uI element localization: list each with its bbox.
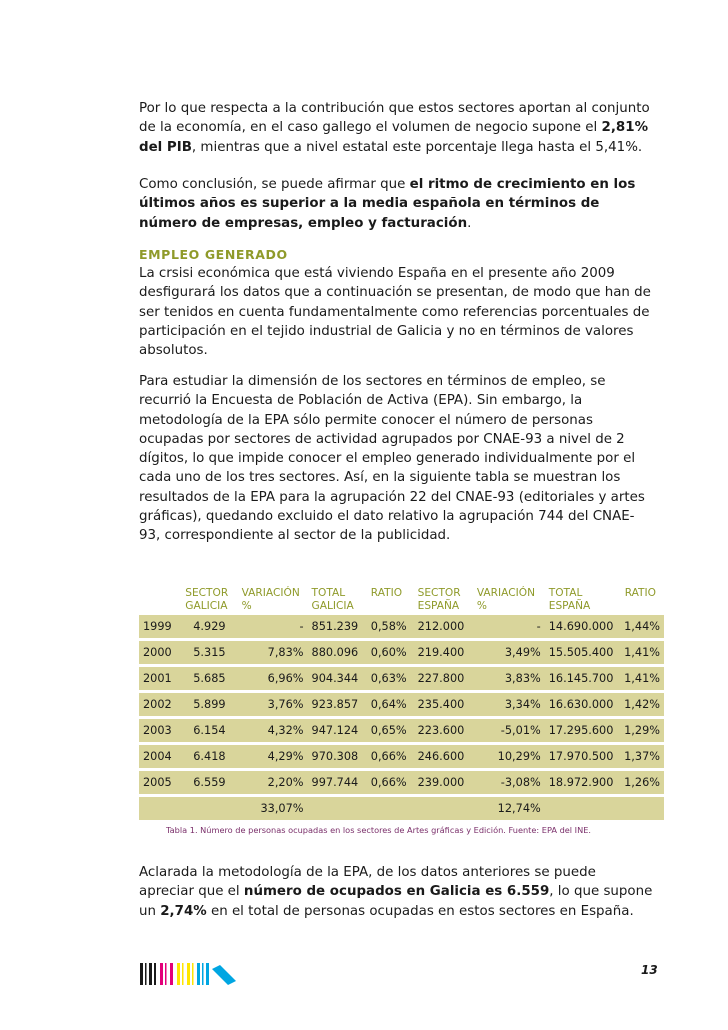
cell-year (139, 796, 181, 822)
cell-sector-galicia: 5.685 (181, 666, 237, 692)
cell-total-espana: 14.690.000 (545, 615, 620, 640)
cell-year: 1999 (139, 615, 181, 640)
cell-ratio-espana: 1,29% (620, 718, 664, 744)
logo-slant (212, 965, 236, 985)
cell-ratio-galicia: 0,64% (367, 692, 414, 718)
table-row (139, 796, 664, 822)
highlight-ocupados: número de ocupados en Galicia es 6.559 (243, 884, 550, 900)
logo-bar (202, 963, 204, 985)
header-total-espana (545, 587, 620, 615)
header-total-galicia (308, 587, 367, 615)
cell-total-espana: 15.505.400 (545, 640, 620, 666)
cell-total-galicia: 997.744 (308, 770, 367, 796)
cell-year: 2000 (139, 640, 181, 666)
table-row (139, 770, 664, 796)
header-year (139, 587, 181, 615)
cell-total-espana: 17.295.600 (545, 718, 620, 744)
logo-bar (206, 963, 209, 985)
cell-sector-galicia (181, 796, 237, 822)
cell-sector-espana: 235.400 (414, 692, 473, 718)
header-variacion-galicia (238, 587, 308, 615)
cell-sector-galicia: 6.559 (181, 770, 237, 796)
section-heading-empleo: EMPLEO GENERADO (139, 247, 288, 262)
cell-variacion-galicia: 6,96% (238, 666, 308, 692)
cell-sector-espana: 227.800 (414, 666, 473, 692)
header-variacion-espana (473, 587, 545, 615)
header-text: SECTOR ESPAÑA (417, 587, 461, 612)
cell-variacion-espana: -3,08% (473, 770, 545, 796)
employment-table (139, 587, 664, 823)
cell-variacion-galicia: 3,76% (238, 692, 308, 718)
cell-total-galicia: 970.308 (308, 744, 367, 770)
logo-bar (177, 963, 180, 985)
page-number: 13 (641, 963, 658, 977)
highlight-porcentaje: 2,74% (160, 903, 207, 919)
cell-ratio-espana: 1,44% (620, 615, 664, 640)
paragraph-contribucion: Por lo que respecta a la contribución que estos sectores aportan al conjunto de la economía, en el caso gallego el volumen de negocio supone el 2,81% del PIB, mientras que a nivel estatal este porcentaje llega hasta el 5,41%. (139, 101, 650, 155)
cell-ratio-galicia: 0,63% (367, 666, 414, 692)
cell-total-galicia: 923.857 (308, 692, 367, 718)
color-bars-logo-icon (140, 963, 260, 987)
table-header-row (139, 587, 664, 615)
cell-variacion-espana: 3,34% (473, 692, 545, 718)
cell-year: 2005 (139, 770, 181, 796)
table-row (139, 692, 664, 718)
cell-ratio-espana: 1,26% (620, 770, 664, 796)
header-text: VARIACIÓN % (476, 587, 536, 612)
cell-sector-espana: 246.600 (414, 744, 473, 770)
cell-variacion-espana: -5,01% (473, 718, 545, 744)
cell-year: 2004 (139, 744, 181, 770)
cell-ratio-espana (620, 796, 664, 822)
logo-bar (154, 963, 156, 985)
highlight-crecimiento: el ritmo de crecimiento en los últimos años es superior a la media española en términos de número de empresas, empleo y facturación (139, 177, 636, 231)
cell-variacion-galicia: 2,20% (238, 770, 308, 796)
table-caption: Tabla 1. Número de personas ocupadas en los sectores de Artes gráficas y Edición. Fuente: EPA del INE. (166, 825, 591, 835)
cell-sector-espana: 223.600 (414, 718, 473, 744)
logo-bar (197, 963, 200, 985)
logo-bar (187, 963, 190, 985)
logo-bar (182, 963, 184, 985)
cell-total-espana (545, 796, 620, 822)
header-text: VARIACIÓN % (241, 587, 300, 612)
cell-variacion-espana: - (473, 615, 545, 640)
cell-total-espana: 18.972.900 (545, 770, 620, 796)
cell-year: 2003 (139, 718, 181, 744)
cell-total-galicia: 851.239 (308, 615, 367, 640)
logo-bar (149, 963, 152, 985)
header-text: TOTAL ESPAÑA (548, 587, 591, 612)
cell-variacion-espana: 12,74% (473, 796, 545, 822)
cell-ratio-espana: 1,41% (620, 666, 664, 692)
logo-bar (170, 963, 173, 985)
cell-variacion-galicia: 33,07% (238, 796, 308, 822)
cell-year: 2001 (139, 666, 181, 692)
cell-variacion-espana: 3,49% (473, 640, 545, 666)
cell-variacion-espana: 3,83% (473, 666, 545, 692)
cell-ratio-galicia: 0,66% (367, 770, 414, 796)
table-row (139, 666, 664, 692)
cell-year: 2002 (139, 692, 181, 718)
header-sector-galicia (181, 587, 237, 615)
cell-sector-espana (414, 796, 473, 822)
paragraph-aclarada: Aclarada la metodología de la EPA, de los datos anteriores se puede apreciar que el número de ocupados en Galicia es 6.559, lo que supone un 2,74% en el total de personas ocupadas en estos sectores en España. (139, 865, 653, 919)
logo-bar (140, 963, 143, 985)
table-row (139, 744, 664, 770)
cell-total-galicia: 880.096 (308, 640, 367, 666)
cell-total-galicia: 947.124 (308, 718, 367, 744)
cell-total-galicia: 904.344 (308, 666, 367, 692)
cell-variacion-galicia: 4,32% (238, 718, 308, 744)
cell-variacion-espana: 10,29% (473, 744, 545, 770)
paragraph-crisis: La crsisi económica que está viviendo España en el presente año 2009 desfigurará los datos que a continuación se presentan, de modo que han de ser tenidos en cuenta fundamentalmente como referencias porcentuales de participación en el tejido industrial de Galicia y no en términos de valores absolutos. (139, 266, 651, 359)
cell-ratio-espana: 1,42% (620, 692, 664, 718)
paragraph-metodologia: Para estudiar la dimensión de los sectores en términos de empleo, se recurrió la Encuesta de Población de Activa (EPA). Sin embargo, la metodología de la EPA sólo permite conocer el número de personas ocupadas por sectores de actividad agrupados por CNAE-93 a nivel de 2 dígitos, lo que impide conocer el empleo generado individualmente por el cada uno de los tres sectores. Así, en la siguiente tabla se muestran los resultados de la EPA para la agrupación 22 del CNAE-93 (editoriales y artes gráficas), quedando excluido el dato relativo la agrupación 744 del CNAE-93, correspondiente al sector de la publicidad. (139, 374, 645, 544)
epa-table (139, 587, 664, 823)
table-row (139, 640, 664, 666)
cell-total-espana: 16.630.000 (545, 692, 620, 718)
cell-ratio-galicia: 0,66% (367, 744, 414, 770)
logo-bar (165, 963, 167, 985)
cell-sector-galicia: 4.929 (181, 615, 237, 640)
highlight-pib: 2,81% del PIB (139, 120, 648, 155)
logo-bar (160, 963, 163, 985)
cell-variacion-galicia: 7,83% (238, 640, 308, 666)
header-text: TOTAL GALICIA (311, 587, 354, 612)
cell-sector-galicia: 6.154 (181, 718, 237, 744)
header-ratio-galicia: RATIO (367, 587, 414, 615)
cell-ratio-espana: 1,41% (620, 640, 664, 666)
cell-sector-espana: 239.000 (414, 770, 473, 796)
cell-ratio-espana: 1,37% (620, 744, 664, 770)
header-ratio-espana: RATIO (620, 587, 664, 615)
cell-sector-galicia: 5.315 (181, 640, 237, 666)
logo-bar (192, 963, 194, 985)
cell-variacion-galicia: 4,29% (238, 744, 308, 770)
cell-sector-galicia: 6.418 (181, 744, 237, 770)
cell-ratio-galicia: 0,60% (367, 640, 414, 666)
cell-sector-galicia: 5.899 (181, 692, 237, 718)
cell-sector-espana: 219.400 (414, 640, 473, 666)
logo-bar (145, 963, 147, 985)
header-text: SECTOR GALICIA (185, 587, 229, 612)
table-body (139, 615, 664, 822)
table-row (139, 615, 664, 640)
header-sector-espana (414, 587, 473, 615)
cell-variacion-galicia: - (238, 615, 308, 640)
cell-total-galicia (308, 796, 367, 822)
cell-sector-espana: 212.000 (414, 615, 473, 640)
cell-ratio-galicia: 0,58% (367, 615, 414, 640)
cell-ratio-galicia (367, 796, 414, 822)
cell-ratio-galicia: 0,65% (367, 718, 414, 744)
cell-total-espana: 16.145.700 (545, 666, 620, 692)
paragraph-conclusion: Como conclusión, se puede afirmar que el ritmo de crecimiento en los últimos años es superior a la media española en términos de número de empresas, empleo y facturación. (139, 177, 636, 231)
cell-total-espana: 17.970.500 (545, 744, 620, 770)
table-row (139, 718, 664, 744)
